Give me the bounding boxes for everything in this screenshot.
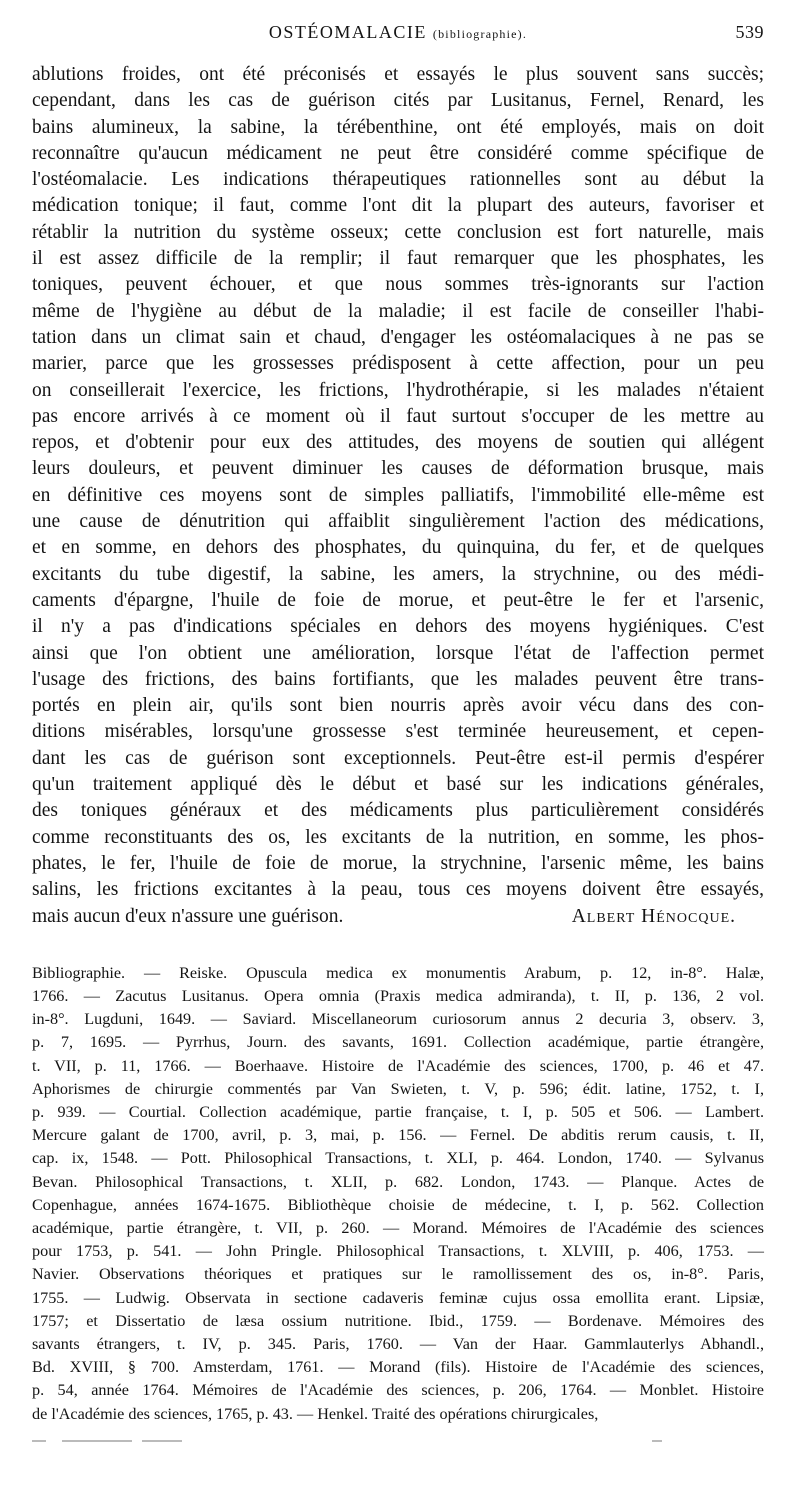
- body-line: ainsi que l'on obtient une amélioration, lorsque l'état de l'affection permet: [32, 642, 764, 664]
- author-signature: Albert Hénocque.: [571, 905, 736, 927]
- body-line: ditions misérables, lorsqu'une grossesse s'est terminée heureusement, et cepen-: [32, 721, 764, 743]
- bibliography-line: académique, partie étrangère, t. VII, p. 260. — Morand. Mémoires de l'Académie des sciences: [32, 1219, 764, 1238]
- bibliography-line: p. 7, 1695. — Pyrrhus, Journ. des savants, 1691. Collection académique, partie étrangère,: [32, 1033, 764, 1052]
- running-title-sub: (bibliographie).: [432, 27, 528, 41]
- body-line: il est assez difficile de la remplir; il faut remarquer que les phosphates, les: [32, 248, 764, 270]
- body-line: on conseillerait l'exercice, les frictions, l'hydrothérapie, si les malades n'étaient: [32, 379, 764, 401]
- body-line: toniques, peuvent échouer, et que nous sommes très-ignorants sur l'action: [32, 274, 764, 296]
- body-line: rétablir la nutrition du système osseux; cette conclusion est fort naturelle, mais: [32, 221, 764, 243]
- body-line: ablutions froides, ont été préconisés et essayés le plus souvent sans succès;: [32, 64, 764, 85]
- body-line: et en somme, en dehors des phosphates, du quinquina, du fer, et de quelques: [32, 537, 764, 559]
- body-line: il n'y a pas d'indications spéciales en dehors des moyens hygiéniques. C'est: [32, 616, 764, 638]
- body-line: pas encore arrivés à ce moment où il faut surtout s'occuper de les mettre au: [32, 405, 764, 427]
- running-header: [32, 22, 764, 48]
- bibliography-line: Aphorismes de chirurgie commentés par Van Swieten, t. V, p. 596; édit. latine, 1752, t. I,: [32, 1079, 764, 1098]
- page: [32, 22, 764, 1426]
- bibliography-line: p. 939. — Courtial. Collection académique, partie française, t. I, p. 505 et 506. — Lambert.: [32, 1103, 764, 1122]
- running-title: [32, 22, 764, 43]
- bibliography-line: p. 54, année 1764. Mémoires de l'Académie des sciences, p. 206, 1764. — Monblet. Histoire: [32, 1381, 764, 1400]
- page-number: 539: [735, 22, 764, 42]
- bibliography: [32, 962, 764, 1426]
- footer-mark: [62, 1440, 132, 1442]
- body-line: portés en plein air, qu'ils sont bien nourris après avoir vécu dans des con-: [32, 695, 764, 717]
- body-line: reconnaître qu'aucun médicament ne peut être considéré comme spécifique de: [32, 142, 764, 164]
- bibliography-line: Bd. XVIII, § 700. Amsterdam, 1761. — Morand (fils). Histoire de l'Académie des sciences,: [32, 1358, 764, 1377]
- footer-mark: [32, 1440, 46, 1442]
- body-paragraph: [32, 62, 764, 930]
- bibliography-line: 1757; et Dissertatio de læsa ossium nutritione. Ibid., 1759. — Bordenave. Mémoires des: [32, 1311, 764, 1330]
- body-line: en définitive ces moyens sont de simples palliatifs, l'immobilité elle-même est: [32, 484, 764, 506]
- body-line: leurs douleurs, et peuvent diminuer les causes de déformation brusque, mais: [32, 458, 764, 480]
- body-line: salins, les frictions excitantes à la peau, tous ces moyens doivent être essayés,: [32, 879, 764, 901]
- body-line: cependant, dans les cas de guérison cités par Lusitanus, Fernel, Renard, les: [32, 90, 764, 112]
- body-line: l'usage des frictions, des bains fortifiants, que les malades peuvent être trans-: [32, 668, 764, 690]
- bibliography-line: Bevan. Philosophical Transactions, t. XLII, p. 682. London, 1743. — Planque. Actes de: [32, 1172, 764, 1191]
- body-line: médication tonique; il faut, comme l'ont dit la plupart des auteurs, favoriser et: [32, 195, 764, 217]
- body-line: bains alumineux, la sabine, la térébenthine, ont été employés, mais on doit: [32, 116, 764, 138]
- body-line: repos, et d'obtenir pour eux des attitudes, des moyens de soutien qui allégent: [32, 432, 764, 454]
- bibliography-line: Bibliographie. — Reiske. Opuscula medica ex monumentis Arabum, p. 12, in-8°. Halæ,: [32, 963, 764, 982]
- bibliography-line: t. VII, p. 11, 1766. — Boerhaave. Histoire de l'Académie des sciences, 1700, p. 46 et 47.: [32, 1056, 764, 1075]
- bibliography-line: 1755. — Ludwig. Observata in sectione cadaveris feminæ cujus ossa emollita erant. Lipsiæ,: [32, 1288, 764, 1307]
- footer-mark: [652, 1440, 662, 1442]
- bibliography-line: savants étrangers, t. IV, p. 345. Paris, 1760. — Van der Haar. Gammlauterlys Abhandl.,: [32, 1335, 764, 1354]
- footer-marks: [32, 1440, 764, 1446]
- bibliography-line: cap. ix, 1548. — Pott. Philosophical Transactions, t. XLI, p. 464. London, 1740. — Sylvanus: [32, 1149, 764, 1168]
- body-line: dant les cas de guérison sont exceptionnels. Peut-être est-il permis d'espérer: [32, 747, 764, 769]
- body-line: tation dans un climat sain et chaud, d'engager les ostéomalaciques à ne pas se: [32, 326, 764, 348]
- body-line: même de l'hygiène au début de la maladie; il est facile de conseiller l'habi-: [32, 300, 764, 322]
- body-line: excitants du tube digestif, la sabine, les amers, la strychnine, ou des médi-: [32, 563, 764, 585]
- body-line: caments d'épargne, l'huile de foie de morue, et peut-être le fer et l'arsenic,: [32, 589, 764, 611]
- bibliography-line: in-8°. Lugduni, 1649. — Saviard. Miscellaneorum curiosorum annus 2 decuria 3, observ. 3,: [32, 1010, 764, 1029]
- body-line: marier, parce que les grossesses prédisposent à cette affection, pour un peu: [32, 353, 764, 375]
- body-line: une cause de dénutrition qui affaiblit singulièrement l'action des médications,: [32, 511, 764, 533]
- bibliography-line: Copenhague, années 1674-1675. Bibliothèque choisie de médecine, t. I, p. 562. Collection: [32, 1195, 764, 1214]
- bibliography-line: Navier. Observations théoriques et pratiques sur le ramollissement des os, in-8°. Paris,: [32, 1265, 764, 1284]
- bibliography-line: Mercure galant de 1700, avril, p. 3, mai, p. 156. — Fernel. De abditis rerum causis, t. II,: [32, 1126, 764, 1145]
- body-line: phates, le fer, l'huile de foie de morue, la strychnine, l'arsenic même, les bains: [32, 852, 764, 874]
- running-title-main: OSTÉOMALACIE: [268, 22, 427, 42]
- body-line: qu'un traitement appliqué dès le début et basé sur les indications générales,: [32, 774, 764, 796]
- body-last-line: [32, 904, 764, 930]
- bibliography-line: de l'Académie des sciences, 1765, p. 43. — Henkel. Traité des opérations chirurgicales,: [32, 1404, 599, 1423]
- bibliography-line: 1766. — Zacutus Lusitanus. Opera omnia (Praxis medica admiranda), t. II, p. 136, 2 vol.: [32, 987, 764, 1005]
- body-line: comme reconstituants des os, les excitants de la nutrition, en somme, les phos-: [32, 826, 764, 848]
- footer-mark: [142, 1440, 182, 1442]
- body-line: l'ostéomalacie. Les indications thérapeutiques rationnelles sont au début la: [32, 169, 764, 191]
- bibliography-line: pour 1753, p. 541. — John Pringle. Philosophical Transactions, t. XLVIII, p. 406, 1753. —: [32, 1242, 764, 1261]
- body-line: des toniques généraux et des médicaments plus particulièrement considérés: [32, 800, 764, 822]
- body-last-line-text: mais aucun d'eux n'assure une guérison.: [32, 905, 344, 927]
